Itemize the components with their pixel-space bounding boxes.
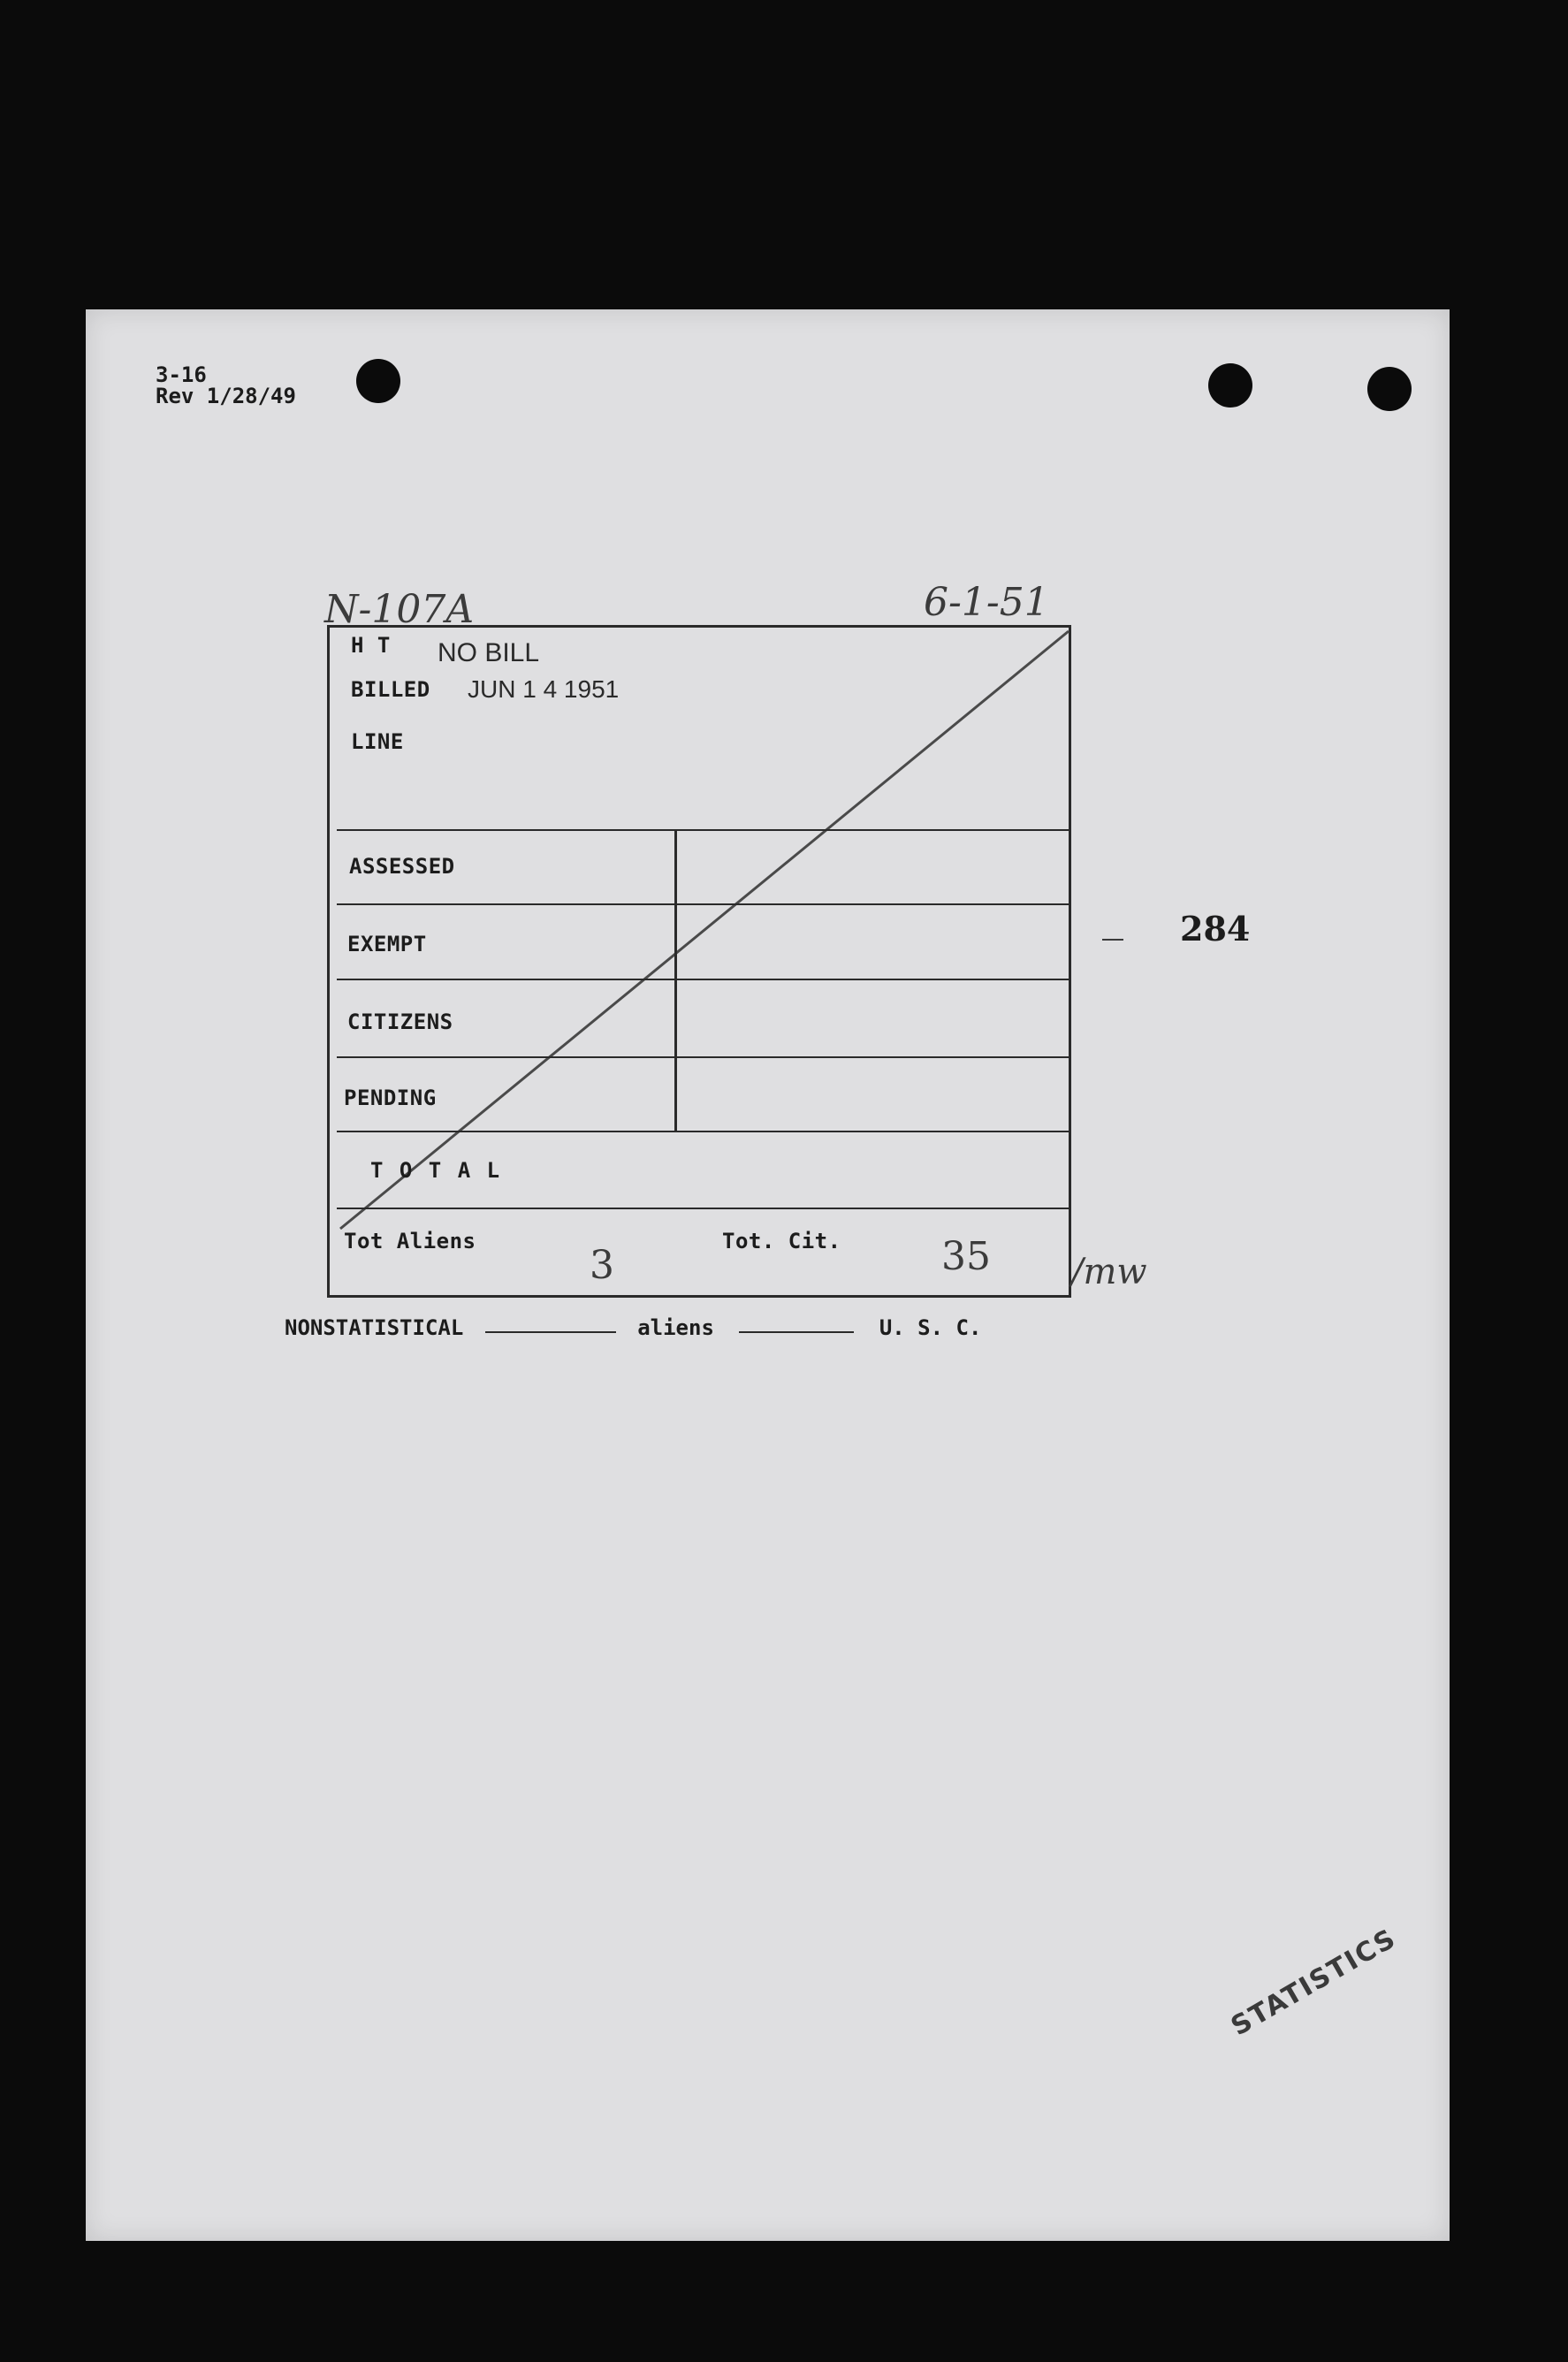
punch-hole	[356, 359, 400, 403]
statistics-form-box	[327, 625, 1071, 1298]
tot-cit-label: Tot. Cit.	[722, 1229, 841, 1253]
handwritten-date: 6-1-51	[924, 580, 1049, 625]
tot-aliens-value: 3	[590, 1243, 614, 1288]
form-divider	[337, 1056, 1069, 1058]
handwritten-initials: /mw	[1071, 1252, 1147, 1292]
billed-label: BILLED	[351, 677, 430, 702]
ht-label: H T	[351, 633, 391, 658]
diagonal-cancel-line	[330, 628, 1074, 1300]
blank-line	[485, 1331, 616, 1333]
form-code	[156, 364, 296, 407]
exempt-label: EXEMPT	[347, 932, 427, 956]
form-revision: Rev 1/28/49	[156, 384, 296, 408]
aliens-label: aliens	[637, 1315, 714, 1340]
blank-line	[739, 1331, 854, 1333]
margin-dash	[1102, 939, 1123, 941]
total-label: T O T A L	[370, 1158, 502, 1183]
billed-date-stamp: JUN 1 4 1951	[468, 675, 620, 703]
form-divider	[337, 1131, 1069, 1132]
tot-aliens-label: Tot Aliens	[344, 1229, 476, 1253]
page-number: 284	[1180, 909, 1251, 949]
form-number: 3-16	[156, 362, 207, 387]
punch-hole	[1367, 367, 1412, 411]
usc-label: U. S. C.	[879, 1315, 982, 1340]
line-label: LINE	[351, 729, 404, 754]
statistics-stamp: STATISTICS	[1226, 1923, 1403, 2043]
form-divider	[337, 1208, 1069, 1209]
no-bill-stamp: NO BILL	[438, 638, 540, 667]
form-divider	[337, 979, 1069, 980]
citizens-label: CITIZENS	[347, 1010, 453, 1034]
handwritten-id: N-107A	[324, 587, 475, 632]
assessed-label: ASSESSED	[349, 854, 455, 879]
column-divider	[674, 829, 677, 1131]
form-divider	[337, 903, 1069, 905]
paper-sheet	[86, 309, 1450, 2241]
nonstatistical-label: NONSTATISTICAL	[285, 1315, 464, 1340]
form-divider	[337, 829, 1069, 831]
pending-label: PENDING	[344, 1086, 437, 1110]
punch-hole	[1208, 363, 1252, 408]
tot-cit-value: 35	[941, 1234, 991, 1279]
